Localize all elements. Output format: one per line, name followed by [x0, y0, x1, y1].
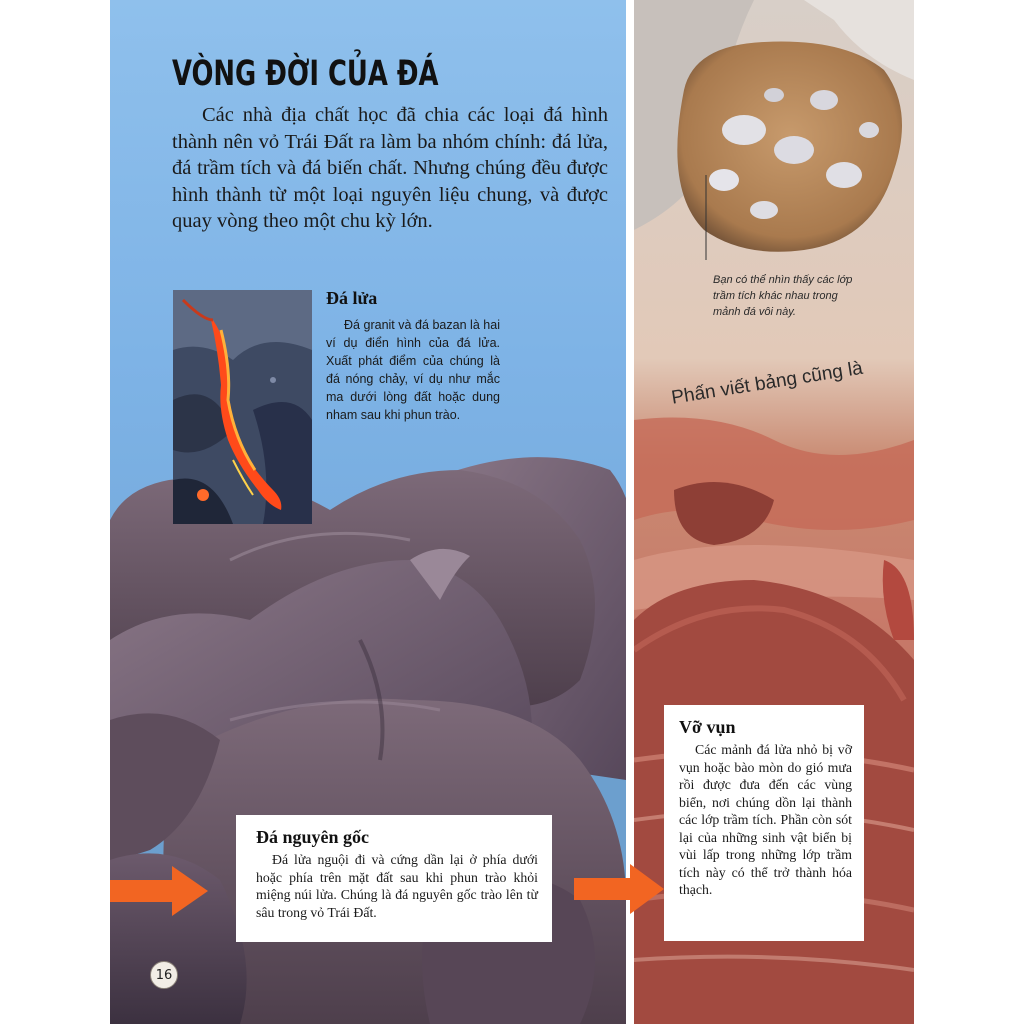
chalk-heading: Phấn viết bảng cũng là — [670, 357, 865, 409]
page-number: 16 — [150, 961, 178, 989]
intro-paragraph: Các nhà địa chất học đã chia các loại đá hình thành nên vỏ Trái Đất ra làm ba nhóm chính: đá lửa, đá trầm tích và đá biến chất. Nhưng chúng đều được hình thành từ một loại nguyên liệu chung, và được quay vòng theo một chu kỳ lớn. — [172, 104, 608, 232]
weathering-heading: Vỡ vụn — [679, 717, 736, 737]
igneous-body-text: Đá granit và đá bazan là hai ví dụ điển hình của đá lửa. Xuất phát điểm của chúng là đá nóng chảy, ví dụ như mắc ma dưới lòng đất hoặc dung nham sau khi phun trào. — [326, 318, 500, 422]
igneous-heading: Đá lửa — [326, 288, 378, 308]
lava-flow-image — [173, 290, 312, 524]
origin-text-box — [236, 815, 552, 942]
weathering-text-box — [664, 705, 864, 941]
arrow-right-icon — [574, 864, 664, 914]
weathering-body-text: Các mảnh đá lửa nhỏ bị vỡ vụn hoặc bào mòn do gió mưa rồi được đưa đến các vùng biển, nơi chúng dồn lại thành các lớp trầm tích. Phần còn sót lại của những sinh vật biển bị vùi lấp trong những lớp trầm tích này có thể trở thành hóa thạch. — [679, 742, 852, 897]
origin-body-text: Đá lửa nguội đi và cứng dần lại ở phía dưới hoặc phía trên mặt đất sau khi phun trào khỏi miệng núi lửa. Chúng là đá nguyên gốc trào lên từ sâu trong vỏ Trái Đất. — [256, 852, 538, 920]
fossil-caption: Bạn có thể nhìn thấy các lớp trầm tích khác nhau trong mảnh đá vôi này. — [713, 274, 853, 318]
arrow-right-icon — [110, 866, 208, 916]
origin-heading: Đá nguyên gốc — [256, 827, 370, 847]
page-title: VÒNG ĐỜI CỦA ĐÁ — [172, 54, 439, 94]
